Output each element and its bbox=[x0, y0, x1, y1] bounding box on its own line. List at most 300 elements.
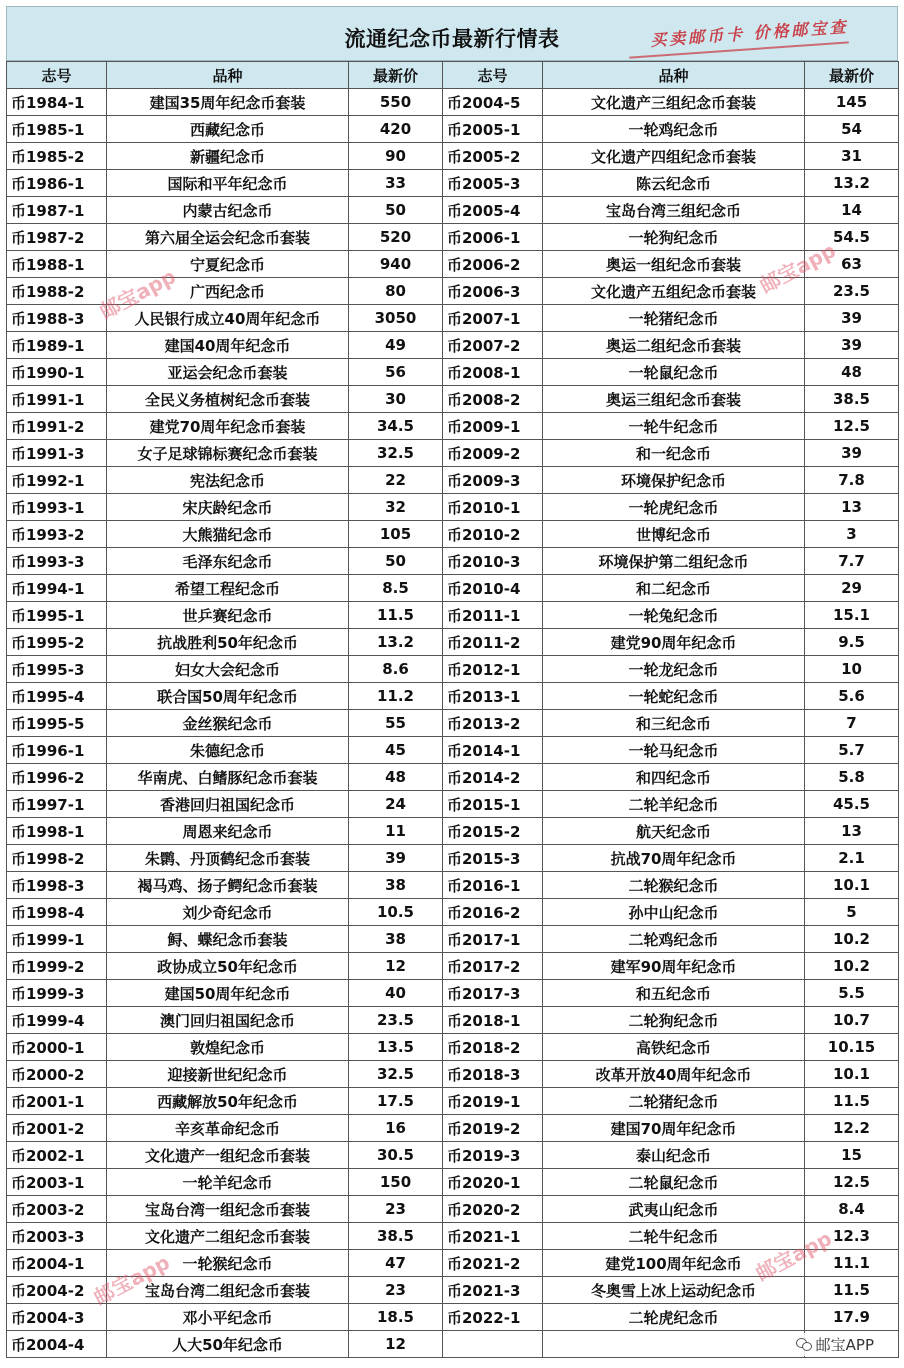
coin-code: 币1988-3 bbox=[7, 305, 107, 332]
coin-name: 二轮鼠纪念币 bbox=[543, 1169, 805, 1196]
coin-price: 45 bbox=[349, 737, 443, 764]
coin-code: 币1999-1 bbox=[7, 926, 107, 953]
coin-name: 建国50周年纪念币 bbox=[107, 980, 349, 1007]
coin-price: 10 bbox=[805, 656, 899, 683]
table-row bbox=[7, 1196, 899, 1223]
coin-code: 币2018-3 bbox=[443, 1061, 543, 1088]
column-header: 最新价 bbox=[349, 62, 443, 89]
coin-name: 和一纪念币 bbox=[543, 440, 805, 467]
coin-name: 一轮鼠纪念币 bbox=[543, 359, 805, 386]
coin-code: 币2022-1 bbox=[443, 1304, 543, 1331]
coin-code: 币1991-2 bbox=[7, 413, 107, 440]
coin-code: 币2020-2 bbox=[443, 1196, 543, 1223]
coin-price: 38.5 bbox=[349, 1223, 443, 1250]
coin-price: 23.5 bbox=[349, 1007, 443, 1034]
coin-price: 90 bbox=[349, 143, 443, 170]
coin-code: 币2010-1 bbox=[443, 494, 543, 521]
table-row bbox=[7, 656, 899, 683]
coin-price: 38 bbox=[349, 926, 443, 953]
coin-price: 12.3 bbox=[805, 1223, 899, 1250]
table-row bbox=[7, 440, 899, 467]
coin-name: 文化遗产三组纪念币套装 bbox=[543, 89, 805, 116]
coin-code: 币2017-3 bbox=[443, 980, 543, 1007]
coin-price: 22 bbox=[349, 467, 443, 494]
coin-code: 币2014-1 bbox=[443, 737, 543, 764]
coin-price: 39 bbox=[805, 305, 899, 332]
coin-code: 币2004-5 bbox=[443, 89, 543, 116]
coin-code: 币2015-1 bbox=[443, 791, 543, 818]
coin-code: 币2005-1 bbox=[443, 116, 543, 143]
coin-code: 币1990-1 bbox=[7, 359, 107, 386]
price-table bbox=[6, 61, 899, 1358]
table-row bbox=[7, 1115, 899, 1142]
wechat-icon bbox=[796, 1338, 812, 1351]
coin-price: 49 bbox=[349, 332, 443, 359]
table-row bbox=[7, 116, 899, 143]
coin-code: 币2005-3 bbox=[443, 170, 543, 197]
coin-name: 大熊猫纪念币 bbox=[107, 521, 349, 548]
coin-code: 币1996-1 bbox=[7, 737, 107, 764]
coin-name: 孙中山纪念币 bbox=[543, 899, 805, 926]
table-row bbox=[7, 89, 899, 116]
coin-code: 币2015-3 bbox=[443, 845, 543, 872]
table-row bbox=[7, 548, 899, 575]
coin-code: 币2017-1 bbox=[443, 926, 543, 953]
coin-price: 12.2 bbox=[805, 1115, 899, 1142]
coin-code: 币2007-1 bbox=[443, 305, 543, 332]
coin-name: 二轮猴纪念币 bbox=[543, 872, 805, 899]
coin-name: 宋庆龄纪念币 bbox=[107, 494, 349, 521]
coin-name: 宝岛台湾一组纪念币套装 bbox=[107, 1196, 349, 1223]
table-row bbox=[7, 170, 899, 197]
coin-code: 币1993-2 bbox=[7, 521, 107, 548]
coin-code: 币2013-2 bbox=[443, 710, 543, 737]
coin-price: 18.5 bbox=[349, 1304, 443, 1331]
coin-price: 7.7 bbox=[805, 548, 899, 575]
coin-name: 全民义务植树纪念币套装 bbox=[107, 386, 349, 413]
coin-price: 17.5 bbox=[349, 1088, 443, 1115]
coin-price: 24 bbox=[349, 791, 443, 818]
coin-code bbox=[443, 1331, 543, 1358]
coin-price: 145 bbox=[805, 89, 899, 116]
coin-code: 币2021-3 bbox=[443, 1277, 543, 1304]
coin-code: 币1985-1 bbox=[7, 116, 107, 143]
coin-price: 13.2 bbox=[805, 170, 899, 197]
table-row bbox=[7, 251, 899, 278]
table-row bbox=[7, 899, 899, 926]
table-row bbox=[7, 1142, 899, 1169]
title-bar bbox=[6, 6, 898, 61]
coin-name: 迎接新世纪纪念币 bbox=[107, 1061, 349, 1088]
coin-name: 一轮狗纪念币 bbox=[543, 224, 805, 251]
table-row bbox=[7, 710, 899, 737]
coin-name: 世博纪念币 bbox=[543, 521, 805, 548]
table-row bbox=[7, 1169, 899, 1196]
price-sheet bbox=[6, 6, 898, 1358]
coin-code: 币2009-3 bbox=[443, 467, 543, 494]
coin-price: 63 bbox=[805, 251, 899, 278]
table-row bbox=[7, 467, 899, 494]
coin-price: 10.2 bbox=[805, 926, 899, 953]
table-row bbox=[7, 575, 899, 602]
table-row bbox=[7, 683, 899, 710]
coin-code: 币2021-2 bbox=[443, 1250, 543, 1277]
coin-price: 150 bbox=[349, 1169, 443, 1196]
coin-name: 一轮龙纪念币 bbox=[543, 656, 805, 683]
coin-price: 38 bbox=[349, 872, 443, 899]
column-header: 品种 bbox=[543, 62, 805, 89]
coin-name: 宝岛台湾三组纪念币 bbox=[543, 197, 805, 224]
coin-price: 12.5 bbox=[805, 413, 899, 440]
coin-price: 39 bbox=[805, 440, 899, 467]
table-row bbox=[7, 413, 899, 440]
coin-code: 币1991-3 bbox=[7, 440, 107, 467]
table-row bbox=[7, 1007, 899, 1034]
coin-name: 二轮鸡纪念币 bbox=[543, 926, 805, 953]
table-row bbox=[7, 1304, 899, 1331]
coin-code: 币2003-2 bbox=[7, 1196, 107, 1223]
coin-code: 币1999-4 bbox=[7, 1007, 107, 1034]
table-row bbox=[7, 1061, 899, 1088]
coin-price: 10.2 bbox=[805, 953, 899, 980]
coin-name: 建党100周年纪念币 bbox=[543, 1250, 805, 1277]
coin-code: 币2000-2 bbox=[7, 1061, 107, 1088]
coin-price: 30.5 bbox=[349, 1142, 443, 1169]
coin-code: 币1984-1 bbox=[7, 89, 107, 116]
coin-name: 建党90周年纪念币 bbox=[543, 629, 805, 656]
coin-price: 12.5 bbox=[805, 1169, 899, 1196]
coin-price: 32.5 bbox=[349, 1061, 443, 1088]
coin-code: 币1992-1 bbox=[7, 467, 107, 494]
coin-code: 币1986-1 bbox=[7, 170, 107, 197]
coin-code: 币1993-1 bbox=[7, 494, 107, 521]
coin-name: 人民银行成立40周年纪念币 bbox=[107, 305, 349, 332]
table-row bbox=[7, 1250, 899, 1277]
coin-price: 12 bbox=[349, 1331, 443, 1358]
coin-code: 币1995-3 bbox=[7, 656, 107, 683]
coin-code: 币2003-1 bbox=[7, 1169, 107, 1196]
coin-price: 45.5 bbox=[805, 791, 899, 818]
coin-name: 新疆纪念币 bbox=[107, 143, 349, 170]
table-row bbox=[7, 305, 899, 332]
page-title: 流通纪念币最新行情表 bbox=[344, 27, 560, 51]
column-header: 志号 bbox=[7, 62, 107, 89]
coin-code: 币2008-1 bbox=[443, 359, 543, 386]
coin-price: 39 bbox=[805, 332, 899, 359]
coin-price: 11 bbox=[349, 818, 443, 845]
coin-name: 联合国50周年纪念币 bbox=[107, 683, 349, 710]
coin-price: 47 bbox=[349, 1250, 443, 1277]
coin-code: 币2017-2 bbox=[443, 953, 543, 980]
coin-price: 31 bbox=[805, 143, 899, 170]
coin-name: 澳门回归祖国纪念币 bbox=[107, 1007, 349, 1034]
table-row bbox=[7, 224, 899, 251]
coin-code: 币2002-1 bbox=[7, 1142, 107, 1169]
coin-name: 抗战70周年纪念币 bbox=[543, 845, 805, 872]
coin-price: 5 bbox=[805, 899, 899, 926]
coin-code: 币1985-2 bbox=[7, 143, 107, 170]
coin-price: 39 bbox=[349, 845, 443, 872]
coin-name: 二轮猪纪念币 bbox=[543, 1088, 805, 1115]
coin-name: 高铁纪念币 bbox=[543, 1034, 805, 1061]
coin-name: 朱德纪念币 bbox=[107, 737, 349, 764]
coin-price: 54.5 bbox=[805, 224, 899, 251]
coin-name: 和二纪念币 bbox=[543, 575, 805, 602]
coin-name: 广西纪念币 bbox=[107, 278, 349, 305]
coin-name: 建国70周年纪念币 bbox=[543, 1115, 805, 1142]
coin-code: 币2021-1 bbox=[443, 1223, 543, 1250]
coin-code: 币1995-5 bbox=[7, 710, 107, 737]
coin-price: 940 bbox=[349, 251, 443, 278]
coin-code: 币1996-2 bbox=[7, 764, 107, 791]
coin-price: 50 bbox=[349, 548, 443, 575]
coin-code: 币2004-3 bbox=[7, 1304, 107, 1331]
coin-name: 建军90周年纪念币 bbox=[543, 953, 805, 980]
coin-code: 币2008-2 bbox=[443, 386, 543, 413]
coin-code: 币2019-1 bbox=[443, 1088, 543, 1115]
coin-price: 10.15 bbox=[805, 1034, 899, 1061]
coin-price: 55 bbox=[349, 710, 443, 737]
coin-price: 105 bbox=[349, 521, 443, 548]
coin-price: 54 bbox=[805, 116, 899, 143]
coin-code: 币2001-1 bbox=[7, 1088, 107, 1115]
coin-price: 7 bbox=[805, 710, 899, 737]
coin-name: 环境保护纪念币 bbox=[543, 467, 805, 494]
coin-name: 和五纪念币 bbox=[543, 980, 805, 1007]
table-row bbox=[7, 737, 899, 764]
coin-name: 文化遗产四组纪念币套装 bbox=[543, 143, 805, 170]
watermark: 邮宝app bbox=[89, 1249, 174, 1310]
coin-price: 14 bbox=[805, 197, 899, 224]
coin-price: 32 bbox=[349, 494, 443, 521]
coin-code: 币2016-1 bbox=[443, 872, 543, 899]
coin-name: 一轮猴纪念币 bbox=[107, 1250, 349, 1277]
coin-price: 32.5 bbox=[349, 440, 443, 467]
table-row bbox=[7, 332, 899, 359]
coin-code: 币2010-4 bbox=[443, 575, 543, 602]
coin-name: 宝岛台湾二组纪念币套装 bbox=[107, 1277, 349, 1304]
coin-name: 宁夏纪念币 bbox=[107, 251, 349, 278]
coin-price: 8.5 bbox=[349, 575, 443, 602]
coin-code: 币1998-3 bbox=[7, 872, 107, 899]
coin-price: 11.5 bbox=[805, 1088, 899, 1115]
coin-price: 48 bbox=[349, 764, 443, 791]
coin-code: 币2005-2 bbox=[443, 143, 543, 170]
coin-name: 西藏解放50年纪念币 bbox=[107, 1088, 349, 1115]
coin-price: 7.8 bbox=[805, 467, 899, 494]
coin-code: 币1989-1 bbox=[7, 332, 107, 359]
coin-price: 10.5 bbox=[349, 899, 443, 926]
coin-name: 华南虎、白鳍豚纪念币套装 bbox=[107, 764, 349, 791]
table-body bbox=[7, 89, 899, 1358]
coin-name: 金丝猴纪念币 bbox=[107, 710, 349, 737]
table-row bbox=[7, 872, 899, 899]
coin-name: 西藏纪念币 bbox=[107, 116, 349, 143]
coin-price: 13.2 bbox=[349, 629, 443, 656]
coin-code: 币1999-2 bbox=[7, 953, 107, 980]
coin-price: 3 bbox=[805, 521, 899, 548]
coin-name: 政协成立50年纪念币 bbox=[107, 953, 349, 980]
coin-name: 一轮蛇纪念币 bbox=[543, 683, 805, 710]
coin-name: 泰山纪念币 bbox=[543, 1142, 805, 1169]
coin-name: 冬奥雪上冰上运动纪念币 bbox=[543, 1277, 805, 1304]
coin-price: 8.4 bbox=[805, 1196, 899, 1223]
coin-code: 币1995-4 bbox=[7, 683, 107, 710]
coin-name: 毛泽东纪念币 bbox=[107, 548, 349, 575]
coin-code: 币2019-3 bbox=[443, 1142, 543, 1169]
coin-price: 8.6 bbox=[349, 656, 443, 683]
coin-price: 29 bbox=[805, 575, 899, 602]
coin-name: 一轮羊纪念币 bbox=[107, 1169, 349, 1196]
watermark: 邮宝app bbox=[95, 263, 180, 324]
coin-price: 38.5 bbox=[805, 386, 899, 413]
coin-code: 币1998-4 bbox=[7, 899, 107, 926]
table-row bbox=[7, 278, 899, 305]
coin-name: 抗战胜利50年纪念币 bbox=[107, 629, 349, 656]
table-row bbox=[7, 953, 899, 980]
coin-name: 二轮牛纪念币 bbox=[543, 1223, 805, 1250]
coin-price: 11.2 bbox=[349, 683, 443, 710]
coin-price: 11.1 bbox=[805, 1250, 899, 1277]
coin-price: 13.5 bbox=[349, 1034, 443, 1061]
watermark: 邮宝app bbox=[751, 1225, 836, 1286]
coin-code: 币2004-1 bbox=[7, 1250, 107, 1277]
coin-name: 香港回归祖国纪念币 bbox=[107, 791, 349, 818]
coin-code: 币1995-2 bbox=[7, 629, 107, 656]
column-header: 最新价 bbox=[805, 62, 899, 89]
coin-code: 币2004-2 bbox=[7, 1277, 107, 1304]
coin-code: 币2019-2 bbox=[443, 1115, 543, 1142]
table-row bbox=[7, 1223, 899, 1250]
coin-price: 80 bbox=[349, 278, 443, 305]
coin-code: 币1993-3 bbox=[7, 548, 107, 575]
coin-name: 建国40周年纪念币 bbox=[107, 332, 349, 359]
coin-name: 一轮马纪念币 bbox=[543, 737, 805, 764]
coin-price: 23.5 bbox=[805, 278, 899, 305]
coin-name: 敦煌纪念币 bbox=[107, 1034, 349, 1061]
coin-name: 奥运三组纪念币套装 bbox=[543, 386, 805, 413]
coin-code: 币2004-4 bbox=[7, 1331, 107, 1358]
coin-price: 5.6 bbox=[805, 683, 899, 710]
coin-name: 鲟、蝶纪念币套装 bbox=[107, 926, 349, 953]
coin-price: 420 bbox=[349, 116, 443, 143]
coin-name: 辛亥革命纪念币 bbox=[107, 1115, 349, 1142]
coin-name: 文化遗产二组纪念币套装 bbox=[107, 1223, 349, 1250]
table-row bbox=[7, 602, 899, 629]
coin-price: 33 bbox=[349, 170, 443, 197]
coin-code: 币2009-1 bbox=[443, 413, 543, 440]
coin-name: 希望工程纪念币 bbox=[107, 575, 349, 602]
coin-name: 一轮牛纪念币 bbox=[543, 413, 805, 440]
coin-name: 褐马鸡、扬子鳄纪念币套装 bbox=[107, 872, 349, 899]
coin-price: 5.5 bbox=[805, 980, 899, 1007]
coin-code: 币1997-1 bbox=[7, 791, 107, 818]
table-row bbox=[7, 791, 899, 818]
coin-price: 3050 bbox=[349, 305, 443, 332]
coin-price: 34.5 bbox=[349, 413, 443, 440]
coin-code: 币2011-1 bbox=[443, 602, 543, 629]
coin-price: 23 bbox=[349, 1277, 443, 1304]
coin-code: 币1988-1 bbox=[7, 251, 107, 278]
coin-code: 币2007-2 bbox=[443, 332, 543, 359]
coin-name: 和三纪念币 bbox=[543, 710, 805, 737]
coin-price: 550 bbox=[349, 89, 443, 116]
coin-price: 10.1 bbox=[805, 1061, 899, 1088]
coin-name: 建国35周年纪念币套装 bbox=[107, 89, 349, 116]
coin-code: 币2010-3 bbox=[443, 548, 543, 575]
table-header-row bbox=[7, 62, 899, 89]
coin-code: 币2005-4 bbox=[443, 197, 543, 224]
coin-name: 和四纪念币 bbox=[543, 764, 805, 791]
coin-name: 一轮兔纪念币 bbox=[543, 602, 805, 629]
coin-code: 币2006-2 bbox=[443, 251, 543, 278]
coin-price: 12 bbox=[349, 953, 443, 980]
coin-price: 5.8 bbox=[805, 764, 899, 791]
column-header: 志号 bbox=[443, 62, 543, 89]
coin-name: 奥运二组纪念币套装 bbox=[543, 332, 805, 359]
coin-name: 人大50年纪念币 bbox=[107, 1331, 349, 1358]
coin-price: 11.5 bbox=[349, 602, 443, 629]
coin-price: 15 bbox=[805, 1142, 899, 1169]
coin-price: 15.1 bbox=[805, 602, 899, 629]
coin-code: 币2016-2 bbox=[443, 899, 543, 926]
coin-name: 宪法纪念币 bbox=[107, 467, 349, 494]
coin-code: 币2003-3 bbox=[7, 1223, 107, 1250]
coin-name: 女子足球锦标赛纪念币套装 bbox=[107, 440, 349, 467]
coin-price: 9.5 bbox=[805, 629, 899, 656]
coin-name: 文化遗产一组纪念币套装 bbox=[107, 1142, 349, 1169]
coin-price: 520 bbox=[349, 224, 443, 251]
coin-name: 奥运一组纪念币套装 bbox=[543, 251, 805, 278]
table-row bbox=[7, 1034, 899, 1061]
table-row bbox=[7, 845, 899, 872]
table-row bbox=[7, 1277, 899, 1304]
coin-name: 内蒙古纪念币 bbox=[107, 197, 349, 224]
coin-name: 环境保护第二组纪念币 bbox=[543, 548, 805, 575]
coin-name: 周恩来纪念币 bbox=[107, 818, 349, 845]
coin-price: 16 bbox=[349, 1115, 443, 1142]
table-row bbox=[7, 1331, 899, 1358]
coin-code: 币1991-1 bbox=[7, 386, 107, 413]
coin-price: 13 bbox=[805, 818, 899, 845]
coin-code: 币2020-1 bbox=[443, 1169, 543, 1196]
coin-name: 第六届全运会纪念币套装 bbox=[107, 224, 349, 251]
coin-code: 币2010-2 bbox=[443, 521, 543, 548]
coin-code: 币1998-2 bbox=[7, 845, 107, 872]
table-row bbox=[7, 629, 899, 656]
slogan-text: 买卖邮币卡 价格邮宝查 bbox=[650, 17, 850, 50]
coin-price: 17.9 bbox=[805, 1304, 899, 1331]
coin-name bbox=[543, 1331, 805, 1358]
coin-name: 朱鹮、丹顶鹤纪念币套装 bbox=[107, 845, 349, 872]
coin-name: 亚运会纪念币套装 bbox=[107, 359, 349, 386]
coin-code: 币2018-1 bbox=[443, 1007, 543, 1034]
coin-name: 二轮虎纪念币 bbox=[543, 1304, 805, 1331]
coin-price: 2.1 bbox=[805, 845, 899, 872]
coin-code: 币2006-3 bbox=[443, 278, 543, 305]
watermark: 邮宝app bbox=[755, 237, 840, 298]
table-row bbox=[7, 494, 899, 521]
coin-code: 币2009-2 bbox=[443, 440, 543, 467]
coin-name: 文化遗产五组纪念币套装 bbox=[543, 278, 805, 305]
coin-name: 邓小平纪念币 bbox=[107, 1304, 349, 1331]
coin-price: 48 bbox=[805, 359, 899, 386]
coin-price: 10.7 bbox=[805, 1007, 899, 1034]
table-row bbox=[7, 359, 899, 386]
coin-code: 币2013-1 bbox=[443, 683, 543, 710]
table-row bbox=[7, 143, 899, 170]
coin-price: 10.1 bbox=[805, 872, 899, 899]
